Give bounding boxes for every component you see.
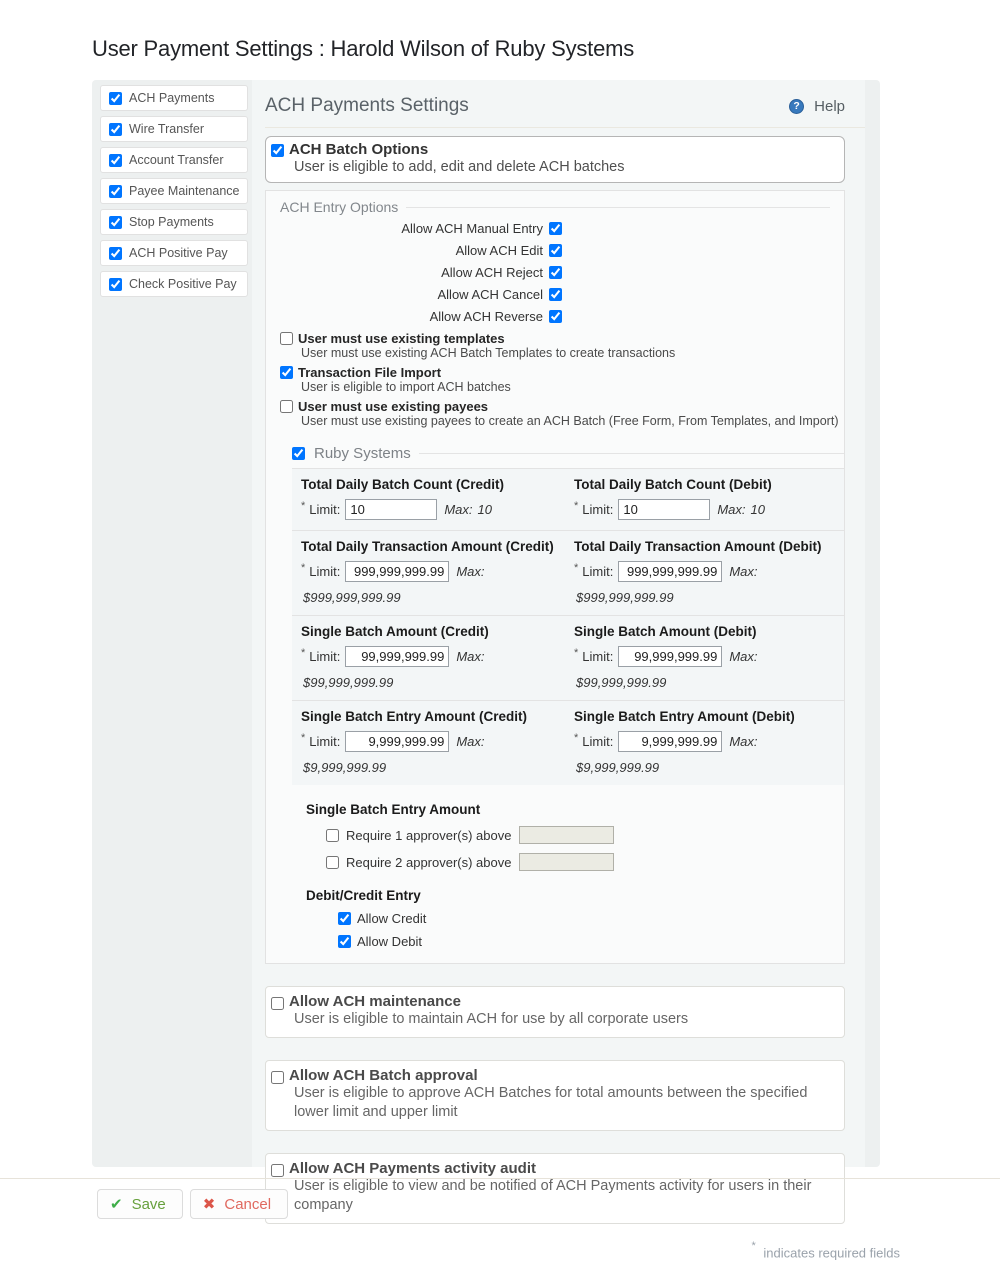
footer-buttons — [97, 1189, 288, 1219]
ach-batch-options-box — [265, 136, 845, 183]
help-icon: ? — [789, 99, 804, 114]
limit-label: Limit: — [582, 502, 614, 517]
option-title: Transaction File Import — [298, 365, 442, 380]
max-value: $9,999,999.99 — [576, 760, 660, 775]
ach-batch-options-title: ACH Batch Options — [289, 141, 429, 158]
allow-ach-maintenance-checkbox[interactable] — [271, 997, 284, 1010]
page-title: User Payment Settings : Harold Wilson of Ruby Systems — [92, 36, 635, 61]
save-button-label: Save — [131, 1195, 166, 1213]
single-batch-amount-credit-input[interactable] — [345, 646, 449, 667]
max-value: $999,999,999.99 — [303, 590, 401, 605]
ruby-systems-checkbox[interactable] — [292, 447, 305, 460]
check-icon: ✔ — [110, 1195, 123, 1213]
panel-title: ACH Payments Settings — [265, 95, 469, 116]
account-transfer-checkbox[interactable] — [109, 154, 122, 167]
option-transaction-file-import — [280, 365, 844, 395]
transaction-file-import-checkbox[interactable] — [280, 366, 293, 379]
max-value: $999,999,999.99 — [576, 590, 674, 605]
option-desc: User is eligible to approve ACH Batches for total amounts between the specified lower limit and upper limit — [294, 1085, 808, 1120]
cancel-button[interactable] — [190, 1189, 288, 1219]
required-star: * — [301, 499, 306, 512]
wire-transfer-checkbox[interactable] — [109, 123, 122, 136]
allow-ach-cancel-checkbox[interactable] — [549, 288, 562, 301]
max-value: 10 — [750, 502, 765, 517]
limit-row-daily-batch-count — [292, 468, 844, 530]
debit-credit-heading: Debit/Credit Entry — [306, 888, 421, 903]
entry-label: Allow ACH Cancel — [437, 286, 543, 302]
max-label: Max: — [444, 502, 473, 517]
footer-divider — [0, 1178, 1000, 1179]
max-label: Max: — [729, 734, 758, 749]
allow-ach-manual-entry-checkbox[interactable] — [549, 222, 562, 235]
payee-maintenance-checkbox[interactable] — [109, 185, 122, 198]
allow-debit-checkbox[interactable] — [338, 935, 351, 948]
cancel-button-label: Cancel — [224, 1195, 272, 1213]
allow-ach-maintenance-box — [265, 986, 845, 1038]
sidebar-item-stop-payments[interactable] — [100, 209, 248, 235]
max-label: Max: — [456, 564, 485, 579]
legend-text: Ruby Systems — [314, 445, 411, 462]
entry-row-reject — [266, 261, 562, 283]
required-star: * — [301, 561, 306, 574]
option-desc: User must use existing ACH Batch Templates to create transactions — [301, 346, 676, 360]
required-fields-note — [751, 1240, 900, 1261]
limit-cell-credit — [292, 621, 565, 690]
approver-1-amount-input[interactable] — [519, 826, 614, 844]
limit-label: Limit: — [309, 502, 341, 517]
sidebar-item-label: Stop Payments — [129, 215, 214, 229]
stop-payments-checkbox[interactable] — [109, 216, 122, 229]
limit-heading: Single Batch Amount (Credit) — [301, 624, 489, 639]
existing-payees-checkbox[interactable] — [280, 400, 293, 413]
limit-heading: Total Daily Transaction Amount (Debit) — [574, 539, 822, 554]
ach-batch-options-desc: User is eligible to add, edit and delete ACH batches — [294, 159, 625, 175]
entry-row-edit — [266, 239, 562, 261]
existing-templates-checkbox[interactable] — [280, 332, 293, 345]
option-title: User must use existing payees — [298, 399, 489, 414]
daily-batch-count-debit-input[interactable] — [618, 499, 710, 520]
limit-heading: Single Batch Entry Amount (Credit) — [301, 709, 528, 724]
single-batch-amount-debit-input[interactable] — [618, 646, 722, 667]
limit-heading: Total Daily Batch Count (Credit) — [301, 477, 505, 492]
limit-heading: Total Daily Transaction Amount (Credit) — [301, 539, 554, 554]
required-star: * — [574, 731, 579, 744]
entry-row-cancel — [266, 283, 562, 305]
limit-row-single-batch-amount — [292, 615, 844, 700]
allow-ach-activity-audit-box — [265, 1153, 845, 1224]
limit-cell-debit — [565, 536, 838, 605]
required-star: * — [301, 646, 306, 659]
max-value: 10 — [477, 502, 492, 517]
entry-label: Allow ACH Reverse — [429, 308, 543, 324]
allow-ach-batch-approval-box — [265, 1060, 845, 1131]
allow-ach-activity-audit-checkbox[interactable] — [271, 1164, 284, 1177]
entry-row-reverse — [266, 305, 562, 327]
limit-cell-credit — [292, 706, 565, 775]
option-existing-payees — [280, 399, 844, 429]
max-value: $99,999,999.99 — [303, 675, 394, 690]
sidebar-item-payee-maintenance[interactable] — [100, 178, 248, 204]
single-batch-entry-amount-debit-input[interactable] — [618, 731, 722, 752]
limit-cell-credit — [292, 536, 565, 605]
check-positive-pay-checkbox[interactable] — [109, 278, 122, 291]
max-value: $99,999,999.99 — [576, 675, 667, 690]
save-button[interactable] — [97, 1189, 183, 1219]
approver-label: Require 1 approver(s) above — [346, 827, 512, 843]
required-note-text: indicates required fields — [763, 1245, 900, 1261]
payment-types-sidebar — [92, 80, 252, 1167]
option-title: Allow ACH maintenance — [289, 993, 461, 1010]
sidebar-item-label: ACH Positive Pay — [129, 246, 228, 260]
option-desc: User is eligible to import ACH batches — [301, 380, 511, 394]
sidebar-item-label: ACH Payments — [129, 91, 215, 105]
entry-label: Allow ACH Edit — [455, 242, 543, 258]
single-batch-entry-amount-credit-input[interactable] — [345, 731, 449, 752]
x-icon: ✖ — [202, 1195, 216, 1213]
sidebar-item-account-transfer[interactable] — [100, 147, 248, 173]
max-label: Max: — [456, 649, 485, 664]
limit-cell-credit — [292, 474, 565, 520]
ach-positive-pay-checkbox[interactable] — [109, 247, 122, 260]
entry-label: Allow ACH Reject — [441, 264, 543, 280]
limit-heading: Single Batch Amount (Debit) — [574, 624, 757, 639]
sidebar-item-ach-positive-pay[interactable] — [100, 240, 248, 266]
max-label: Max: — [717, 502, 746, 517]
allow-credit-item — [338, 911, 844, 926]
sidebar-item-wire-transfer[interactable] — [100, 116, 248, 142]
allow-debit-label: Allow Debit — [357, 934, 423, 949]
sidebar-item-label: Check Positive Pay — [129, 277, 237, 291]
sidebar-item-check-positive-pay[interactable] — [100, 271, 248, 297]
limit-heading: Single Batch Entry Amount (Debit) — [574, 709, 795, 724]
ruby-systems-legend — [292, 445, 844, 462]
require-1-approver-checkbox[interactable] — [326, 829, 339, 842]
limit-heading: Total Daily Batch Count (Debit) — [574, 477, 772, 492]
help-link[interactable] — [789, 98, 845, 115]
allow-ach-reverse-checkbox[interactable] — [549, 310, 562, 323]
limit-row-single-batch-entry-amount — [292, 700, 844, 785]
required-star: * — [751, 1240, 756, 1252]
legend-text: ACH Entry Options — [280, 199, 399, 215]
limit-label: Limit: — [309, 734, 341, 749]
option-desc: User must use existing payees to create an ACH Batch (Free Form, From Templates, and Import) — [301, 414, 839, 428]
limit-label: Limit: — [309, 649, 341, 664]
sidebar-item-label: Wire Transfer — [129, 122, 205, 136]
limit-cell-debit — [565, 706, 838, 775]
max-label: Max: — [729, 649, 758, 664]
entry-label: Allow ACH Manual Entry — [401, 220, 543, 236]
approver-row-2 — [326, 853, 844, 871]
debit-credit-entry — [306, 888, 844, 949]
option-title: Allow ACH Payments activity audit — [289, 1160, 537, 1177]
limit-cell-debit — [565, 474, 838, 520]
ruby-systems-fieldset — [292, 445, 844, 949]
daily-transaction-amount-credit-input[interactable] — [345, 561, 449, 582]
approvals-heading: Single Batch Entry Amount — [306, 802, 481, 817]
approver-row-1 — [326, 826, 844, 844]
max-value: $9,999,999.99 — [303, 760, 387, 775]
limit-label: Limit: — [582, 649, 614, 664]
limit-cell-debit — [565, 621, 838, 690]
option-title: User must use existing templates — [298, 331, 505, 346]
ach-entry-options-legend — [280, 199, 830, 215]
limit-row-daily-transaction-amount — [292, 530, 844, 615]
required-star: * — [301, 731, 306, 744]
ach-payments-checkbox[interactable] — [109, 92, 122, 105]
option-title: Allow ACH Batch approval — [289, 1067, 478, 1084]
batch-options-detail-box — [265, 190, 845, 964]
required-star: * — [574, 646, 579, 659]
limit-label: Limit: — [582, 564, 614, 579]
approver-label: Require 2 approver(s) above — [346, 854, 512, 870]
legend-line — [406, 207, 830, 208]
approver-2-amount-input[interactable] — [519, 853, 614, 871]
daily-transaction-amount-debit-input[interactable] — [618, 561, 722, 582]
entry-row-manual-entry — [266, 217, 562, 239]
required-star: * — [574, 499, 579, 512]
max-label: Max: — [456, 734, 485, 749]
limit-label: Limit: — [582, 734, 614, 749]
single-batch-entry-approvals — [306, 802, 844, 871]
ach-batch-options-checkbox[interactable] — [271, 144, 284, 157]
allow-credit-checkbox[interactable] — [338, 912, 351, 925]
sidebar-item-label: Account Transfer — [129, 153, 224, 167]
require-2-approvers-checkbox[interactable] — [326, 856, 339, 869]
daily-batch-count-credit-input[interactable] — [345, 499, 437, 520]
max-label: Max: — [729, 564, 758, 579]
sidebar-item-label: Payee Maintenance — [129, 184, 240, 198]
allow-debit-item — [338, 934, 844, 949]
allow-ach-edit-checkbox[interactable] — [549, 244, 562, 257]
allow-ach-reject-checkbox[interactable] — [549, 266, 562, 279]
help-label: Help — [814, 97, 845, 115]
legend-line — [419, 453, 844, 454]
sidebar-item-ach-payments[interactable] — [100, 85, 248, 111]
ach-settings-panel — [252, 80, 865, 1213]
option-desc: User is eligible to view and be notified of ACH Payments activity for users in their company — [294, 1178, 812, 1213]
option-existing-templates — [280, 331, 844, 361]
limit-label: Limit: — [309, 564, 341, 579]
option-desc: User is eligible to maintain ACH for use by all corporate users — [294, 1011, 689, 1027]
panel-header — [265, 80, 865, 128]
allow-credit-label: Allow Credit — [357, 911, 427, 926]
allow-ach-batch-approval-checkbox[interactable] — [271, 1071, 284, 1084]
required-star: * — [574, 561, 579, 574]
